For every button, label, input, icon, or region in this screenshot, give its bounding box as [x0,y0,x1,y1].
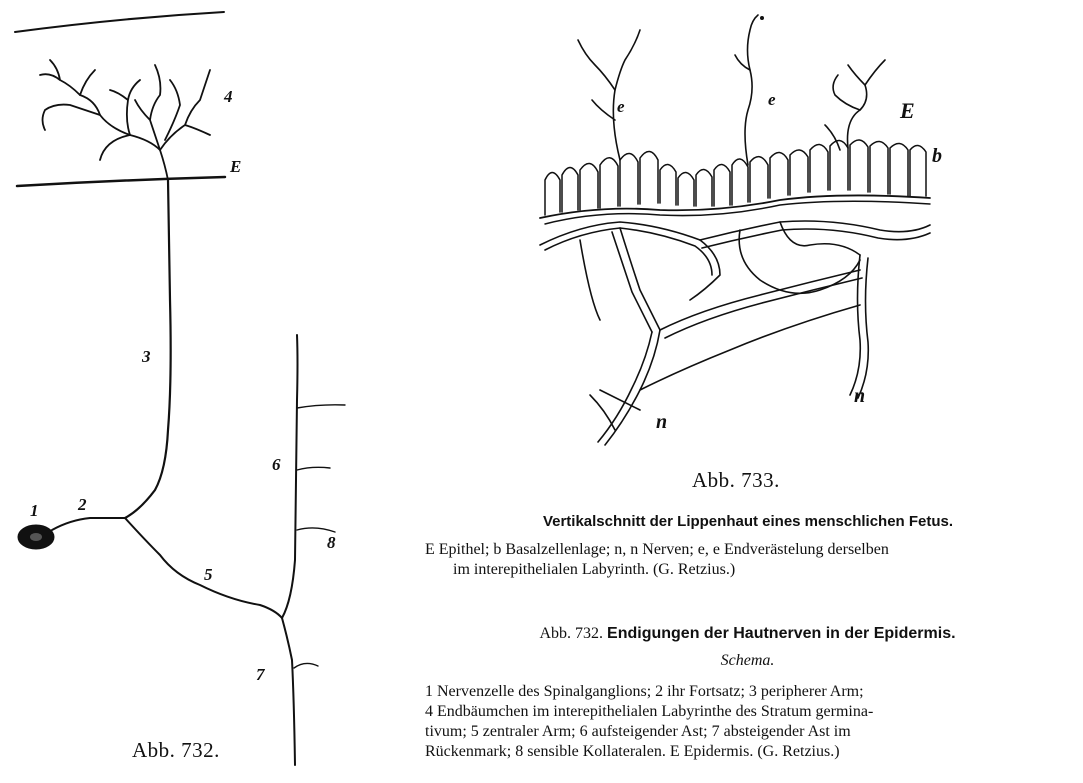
figure-732-heading-title: Endigungen der Hautnerven in der Epidermis. [607,625,956,642]
label-n-left: n [656,411,668,433]
figure-733-legend [425,540,1070,580]
figure-732-heading-number: Abb. 732. [539,625,604,642]
label-7: 7 [256,665,265,684]
figure-732-legend-line-1: 1 Nervenzelle des Spinalganglions; 2 ihr Fortsatz; 3 peripherer Arm; [425,683,864,700]
figure-733-legend-line-1: E Epithel; b Basalzellenlage; n, n Nerven; e, e Endverästelung derselben [425,541,889,558]
label-e-right: e [768,90,776,109]
figure-732-legend-line-3: tivum; 5 zentraler Arm; 6 aufsteigender Ast; 7 absteigender Ast im [425,723,851,740]
figure-732-subtitle: Schema. [720,652,775,669]
label-6: 6 [272,455,281,474]
label-3: 3 [142,347,151,366]
figure-733-title: Vertikalschnitt der Lippenhaut eines menschlichen Fetus. [542,513,954,530]
label-E-733: E [900,98,915,123]
label-b: b [932,145,942,167]
label-2: 2 [78,495,87,514]
figure-733-legend-line-2: im interepithelialen Labyrinth. (G. Retzius.) [453,561,736,578]
label-E-732: E [230,157,242,176]
figure-732-legend-line-4: Rückenmark; 8 sensible Kollateralen. E Epidermis. (G. Retzius.) [425,743,840,760]
label-5: 5 [204,565,213,584]
label-8: 8 [327,533,336,552]
figure-732-caption: Abb. 732. [132,738,220,762]
figure-732-legend [425,682,1070,762]
figure-732-heading [425,625,1070,643]
figure-732-legend-line-2: 4 Endbäumchen im interepithelialen Labyrinthe des Stratum germina- [425,703,874,720]
label-1: 1 [30,501,39,520]
label-n-right: n [854,385,866,407]
label-e-left: e [617,97,625,116]
figure-733-caption: Abb. 733. [692,468,780,492]
label-4: 4 [224,87,233,106]
